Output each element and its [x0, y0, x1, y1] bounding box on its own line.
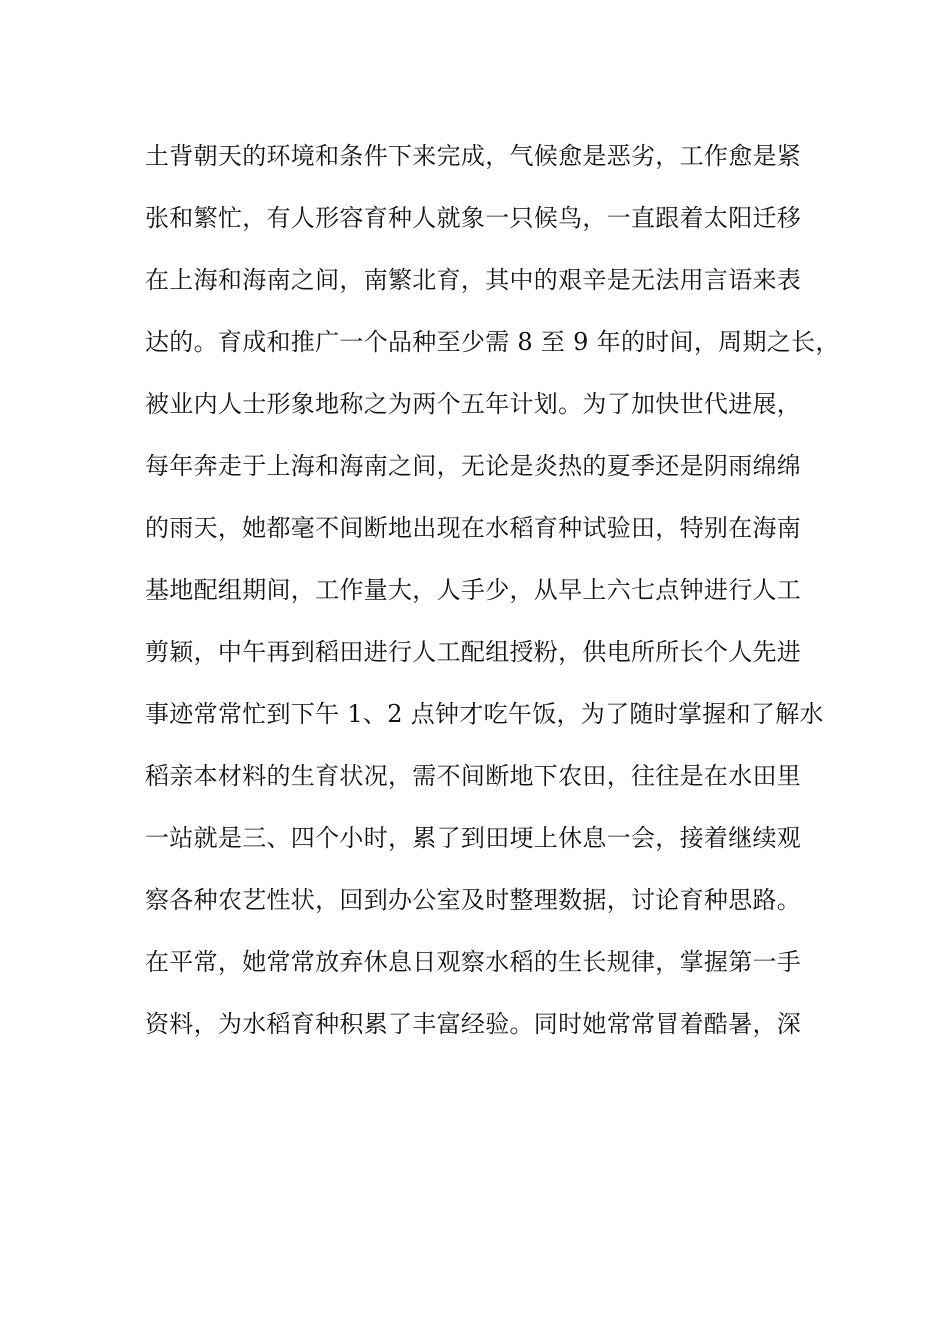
body-text: [145, 125, 840, 1055]
text-line: 张和繁忙，有人形容育种人就象一只候鸟，一直跟着太阳迁移: [145, 204, 802, 232]
text-line: 资料，为水稻育种积累了丰富经验。同时她常常冒着酷暑，深: [145, 1010, 802, 1038]
text-line: 稻亲本材料的生育状况，需不间断地下农田，往往是在水田里: [145, 762, 802, 790]
text-line: 在上海和海南之间，南繁北育，其中的艰辛是无法用言语来表: [145, 266, 802, 294]
text-line: 土背朝天的环境和条件下来完成，气候愈是恶劣，工作愈是紧: [145, 142, 802, 170]
text-line: 剪颖，中午再到稻田进行人工配组授粉，供电所所长个人先进: [145, 638, 802, 666]
text-line: 的雨天，她都毫不间断地出现在水稻育种试验田，特别在海南: [145, 514, 802, 542]
text-line: 在平常，她常常放弃休息日观察水稻的生长规律，掌握第一手: [145, 948, 802, 976]
text-line: 一站就是三、四个小时，累了到田埂上休息一会，接着继续观: [145, 824, 802, 852]
text-line: 每年奔走于上海和海南之间，无论是炎热的夏季还是阴雨绵绵: [145, 452, 802, 480]
text-line: 察各种农艺性状，回到办公室及时整理数据，讨论育种思路。: [145, 886, 802, 914]
text-line: 达的。育成和推广一个品种至少需 8 至 9 年的时间，周期之长，: [145, 328, 840, 356]
text-line: 被业内人士形象地称之为两个五年计划。为了加快世代进展，: [145, 390, 802, 418]
text-line: 事迹常常忙到下午 1、2 点钟才吃午饭，为了随时掌握和了解水: [145, 700, 824, 728]
text-line: 基地配组期间，工作量大，人手少，从早上六七点钟进行人工: [145, 576, 802, 604]
